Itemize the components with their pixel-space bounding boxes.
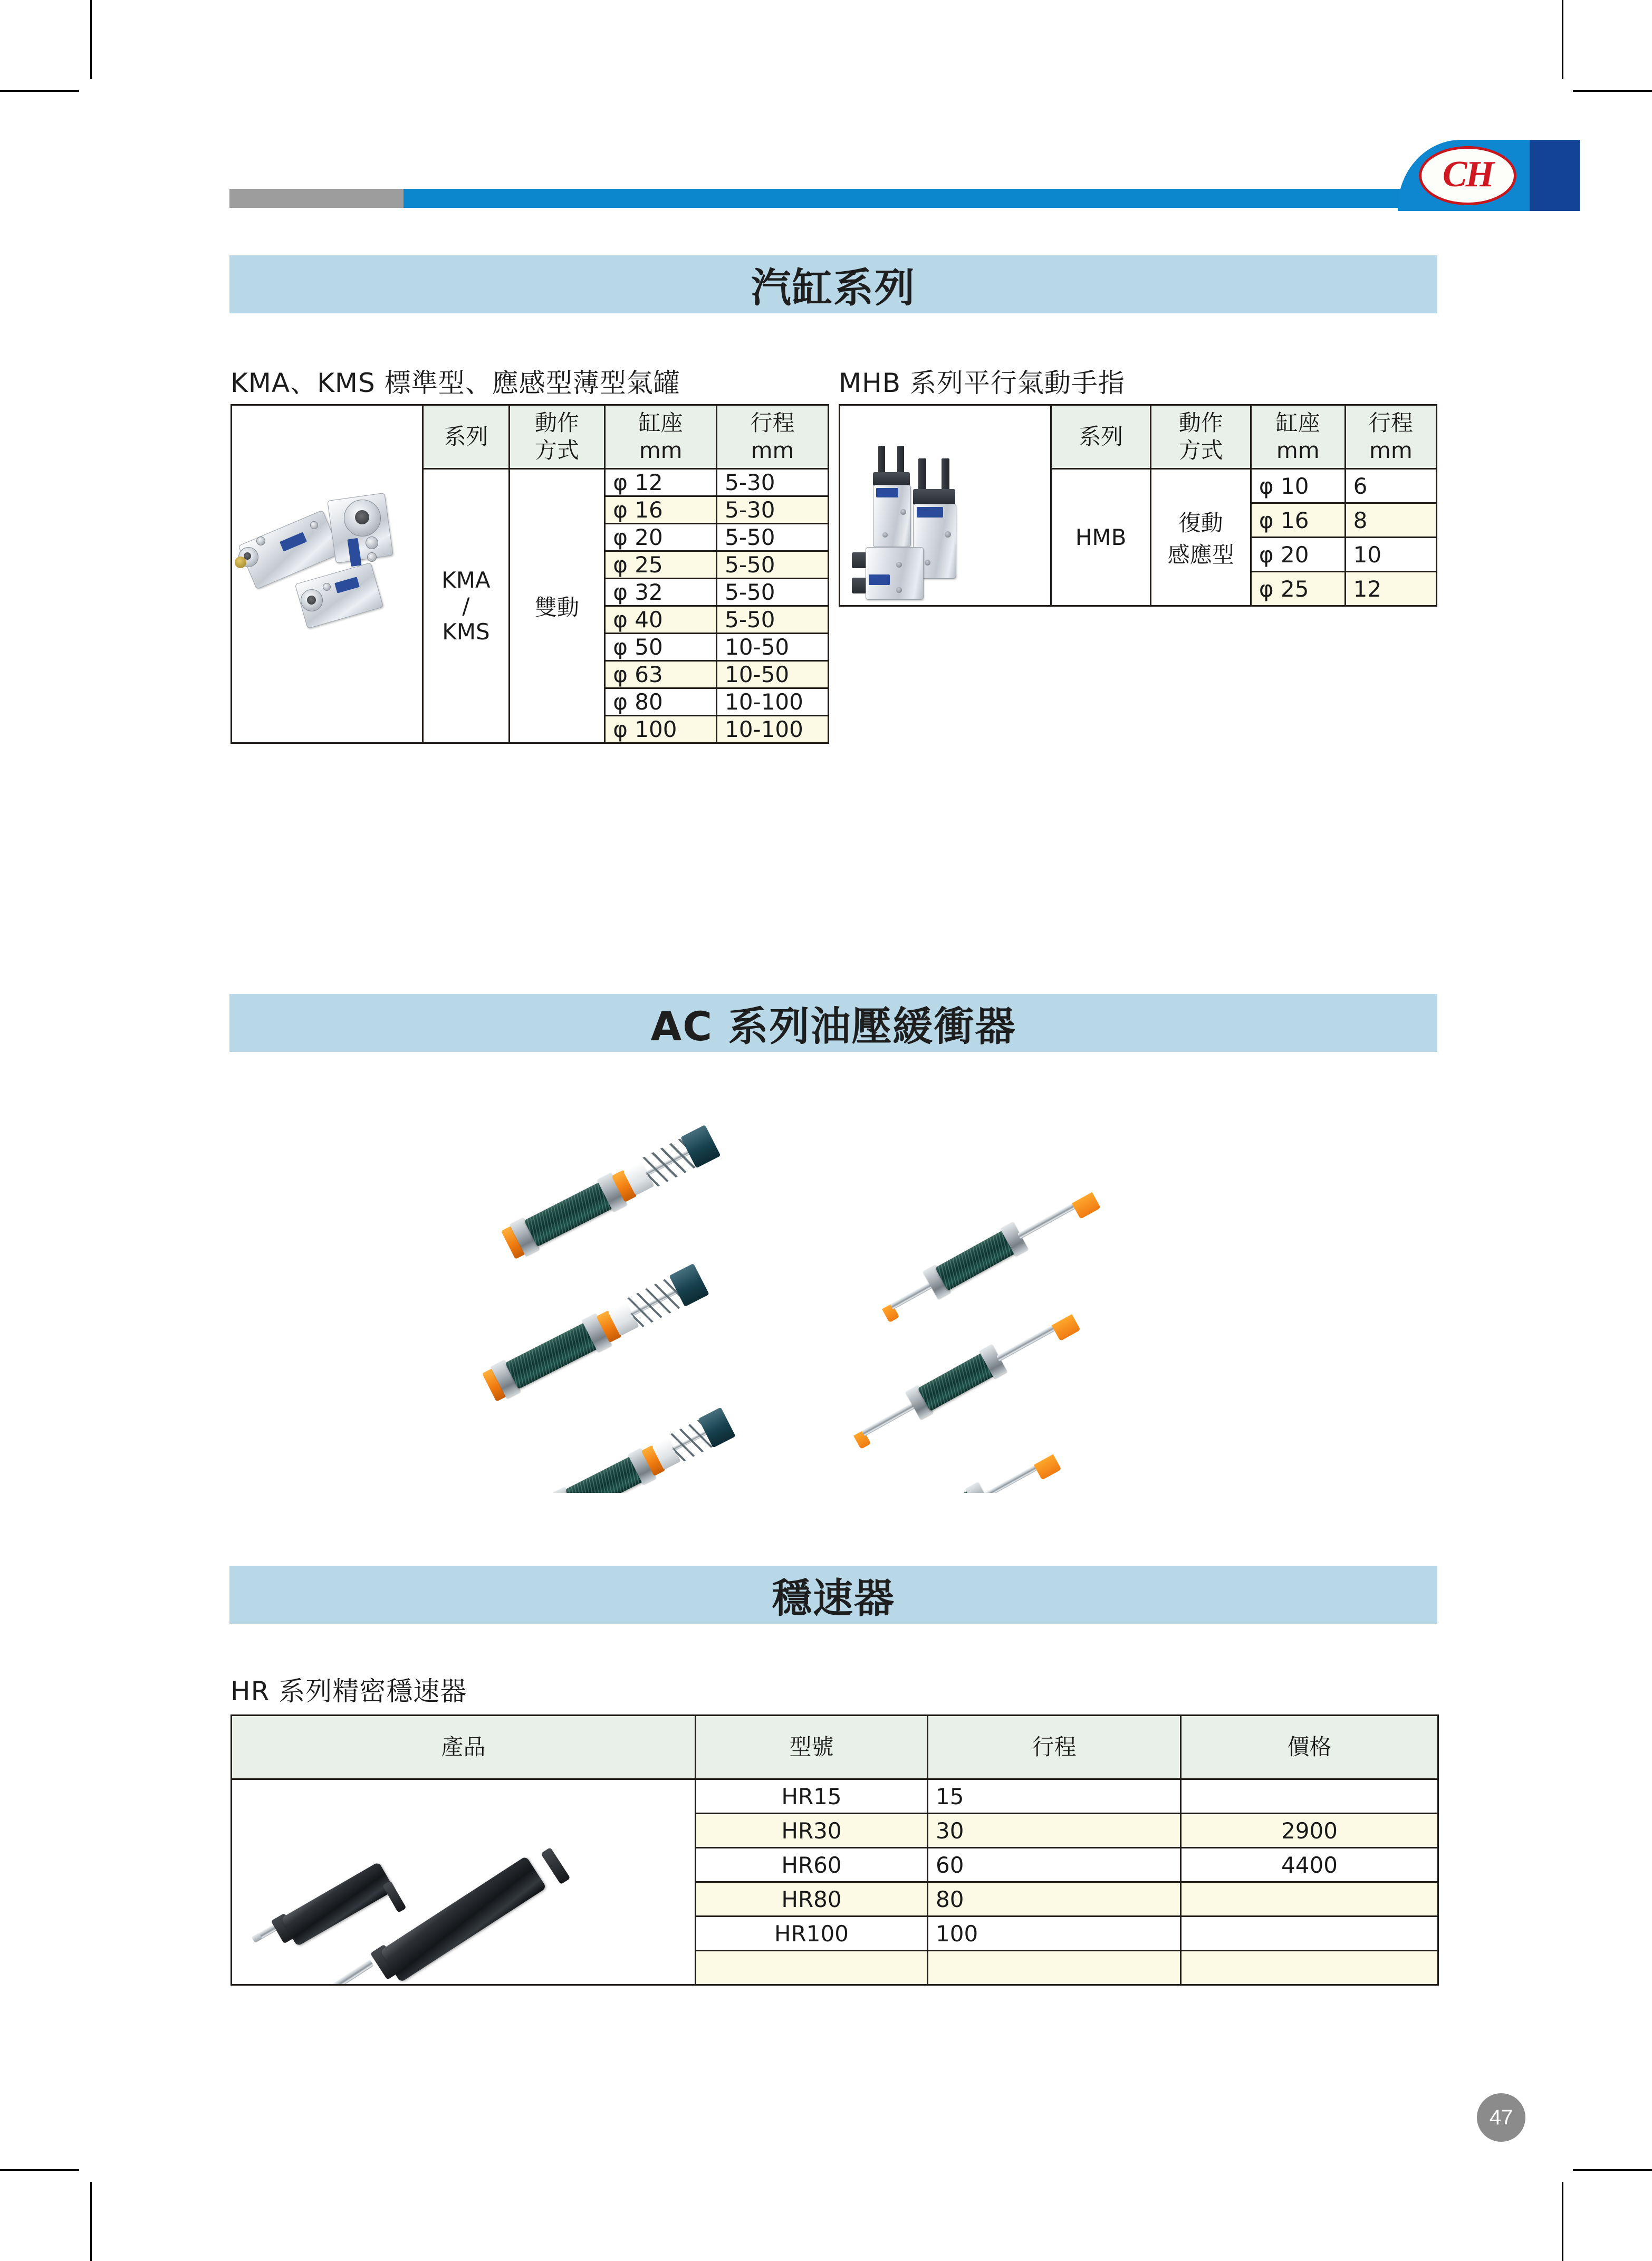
hr-price-4 xyxy=(1181,1917,1438,1951)
hr-model-2: HR60 xyxy=(696,1848,928,1882)
crop-mark-top-left xyxy=(90,0,92,79)
kma-bore-0: φ 12 xyxy=(605,469,717,496)
hr-model-3: HR80 xyxy=(696,1882,928,1917)
mhb-header-action-line1: 動作 xyxy=(1178,409,1223,436)
logo-ellipse xyxy=(1419,146,1516,205)
mhb-table-heading: MHB 系列平行氣動手指 xyxy=(839,368,1125,398)
kma-series-line3: KMS xyxy=(442,619,490,645)
mhb-header-action xyxy=(1151,405,1251,469)
kma-stroke-3: 5-50 xyxy=(717,551,829,579)
hr-header-stroke: 行程 xyxy=(928,1716,1181,1779)
kma-stroke-0: 5-30 xyxy=(717,469,829,496)
table-header-row xyxy=(232,1716,1438,1779)
hr-model-5 xyxy=(696,1951,928,1985)
kma-product-photo xyxy=(232,406,422,742)
section-banner-cylinders-title: 汽缸系列 xyxy=(751,264,916,311)
crop-mark-top-right xyxy=(1562,0,1563,79)
hr-stroke-3: 80 xyxy=(928,1882,1181,1917)
mhb-header-action-line2: 方式 xyxy=(1178,437,1223,463)
kma-spec-table xyxy=(230,404,829,744)
kma-product-photo-cell xyxy=(232,405,423,743)
kma-series-line1: KMA xyxy=(441,567,491,593)
mhb-bore-3: φ 25 xyxy=(1251,572,1345,606)
hr-stroke-2: 60 xyxy=(928,1848,1181,1882)
kma-bore-9: φ 100 xyxy=(605,716,717,743)
mhb-bore-0: φ 10 xyxy=(1251,469,1345,503)
mhb-stroke-0: 6 xyxy=(1345,469,1436,503)
hr-product-photo xyxy=(232,1780,695,1984)
hr-stroke-5 xyxy=(928,1951,1181,1985)
kma-bore-8: φ 80 xyxy=(605,688,717,716)
mhb-stroke-1: 8 xyxy=(1345,503,1436,538)
hr-price-1: 2900 xyxy=(1181,1814,1438,1848)
kma-stroke-6: 10-50 xyxy=(717,634,829,661)
mhb-header-bore xyxy=(1251,405,1345,469)
section-banner-speed-controllers xyxy=(229,1566,1437,1624)
mhb-product-photo-cell xyxy=(840,405,1051,606)
kma-stroke-2: 5-50 xyxy=(717,524,829,551)
mhb-header-stroke-line2: mm xyxy=(1369,437,1413,463)
kma-stroke-1: 5-30 xyxy=(717,496,829,524)
table-header-row xyxy=(232,405,829,469)
mhb-header-series: 系列 xyxy=(1051,405,1151,469)
kma-header-stroke-line2: mm xyxy=(751,437,794,463)
hr-header-model: 型號 xyxy=(696,1716,928,1779)
ac-product-photo xyxy=(475,1076,1298,1493)
crop-mark-left-bottom xyxy=(0,2169,79,2171)
mhb-header-bore-line1: 缸座 xyxy=(1275,409,1320,436)
mhb-header-bore-line2: mm xyxy=(1276,437,1320,463)
section-banner-cylinders xyxy=(229,255,1437,313)
masthead-gray-segment xyxy=(229,189,404,208)
kma-bore-2: φ 20 xyxy=(605,524,717,551)
kma-header-action xyxy=(509,405,605,469)
table-header-row xyxy=(840,405,1437,469)
mhb-bore-1: φ 16 xyxy=(1251,503,1345,538)
section-banner-shock-absorbers xyxy=(229,994,1437,1052)
mhb-product-photo xyxy=(840,406,1050,605)
logo-text: CH xyxy=(1442,154,1493,195)
kma-stroke-9: 10-100 xyxy=(717,716,829,743)
kma-header-series: 系列 xyxy=(423,405,509,469)
kma-header-action-line2: 方式 xyxy=(534,437,579,463)
hr-spec-table xyxy=(230,1714,1439,1986)
mhb-action-line1: 復動 xyxy=(1178,510,1223,536)
hr-price-2: 4400 xyxy=(1181,1848,1438,1882)
brand-logo xyxy=(1398,140,1580,211)
mhb-stroke-2: 10 xyxy=(1345,538,1436,572)
mhb-stroke-3: 12 xyxy=(1345,572,1436,606)
masthead-blue-segment xyxy=(404,189,1437,208)
hr-header-price: 價格 xyxy=(1181,1716,1438,1779)
section-banner-shock-absorbers-title: AC 系列油壓緩衝器 xyxy=(650,1002,1016,1050)
kma-header-bore xyxy=(605,405,717,469)
mhb-header-stroke xyxy=(1345,405,1436,469)
mhb-action-cell xyxy=(1151,469,1251,606)
masthead-bar xyxy=(229,189,1437,208)
table-row xyxy=(232,1779,1438,1814)
page-number: 47 xyxy=(1489,2105,1513,2129)
kma-bore-3: φ 25 xyxy=(605,551,717,579)
kma-header-stroke xyxy=(717,405,829,469)
kma-bore-1: φ 16 xyxy=(605,496,717,524)
mhb-series-cell: HMB xyxy=(1051,469,1151,606)
crop-mark-left-top xyxy=(0,90,79,92)
hr-price-5 xyxy=(1181,1951,1438,1985)
kma-action-cell: 雙動 xyxy=(509,469,605,743)
mhb-action-line2: 感應型 xyxy=(1167,541,1234,568)
kma-header-bore-line2: mm xyxy=(639,437,683,463)
mhb-spec-table xyxy=(839,404,1437,607)
hr-table-heading: HR 系列精密穩速器 xyxy=(230,1676,467,1707)
hr-stroke-0: 15 xyxy=(928,1779,1181,1814)
page-number-badge xyxy=(1477,2093,1525,2142)
kma-header-bore-line1: 缸座 xyxy=(638,409,683,436)
crop-mark-bottom-left xyxy=(90,2182,92,2261)
kma-stroke-4: 5-50 xyxy=(717,579,829,606)
kma-stroke-5: 5-50 xyxy=(717,606,829,634)
kma-table-heading: KMA、KMS 標準型、應感型薄型氣罐 xyxy=(230,368,680,398)
kma-bore-5: φ 40 xyxy=(605,606,717,634)
kma-stroke-8: 10-100 xyxy=(717,688,829,716)
hr-model-4: HR100 xyxy=(696,1917,928,1951)
hr-product-photo-cell xyxy=(232,1779,696,1985)
crop-mark-right-bottom xyxy=(1573,2169,1652,2171)
kma-series-cell xyxy=(423,469,509,743)
kma-bore-7: φ 63 xyxy=(605,661,717,688)
kma-stroke-7: 10-50 xyxy=(717,661,829,688)
kma-bore-4: φ 32 xyxy=(605,579,717,606)
mhb-header-stroke-line1: 行程 xyxy=(1368,409,1413,436)
logo-navy-block xyxy=(1530,140,1580,211)
section-banner-speed-controllers-title: 穩速器 xyxy=(772,1574,895,1622)
crop-mark-right-top xyxy=(1573,90,1652,92)
hr-stroke-4: 100 xyxy=(928,1917,1181,1951)
crop-mark-bottom-right xyxy=(1562,2182,1563,2261)
mhb-bore-2: φ 20 xyxy=(1251,538,1345,572)
kma-series-line2: / xyxy=(462,593,470,619)
hr-stroke-1: 30 xyxy=(928,1814,1181,1848)
hr-model-0: HR15 xyxy=(696,1779,928,1814)
kma-header-stroke-line1: 行程 xyxy=(750,409,795,436)
hr-price-0 xyxy=(1181,1779,1438,1814)
hr-model-1: HR30 xyxy=(696,1814,928,1848)
kma-header-action-line1: 動作 xyxy=(534,409,579,436)
kma-bore-6: φ 50 xyxy=(605,634,717,661)
hr-header-product: 產品 xyxy=(232,1716,696,1779)
hr-price-3 xyxy=(1181,1882,1438,1917)
